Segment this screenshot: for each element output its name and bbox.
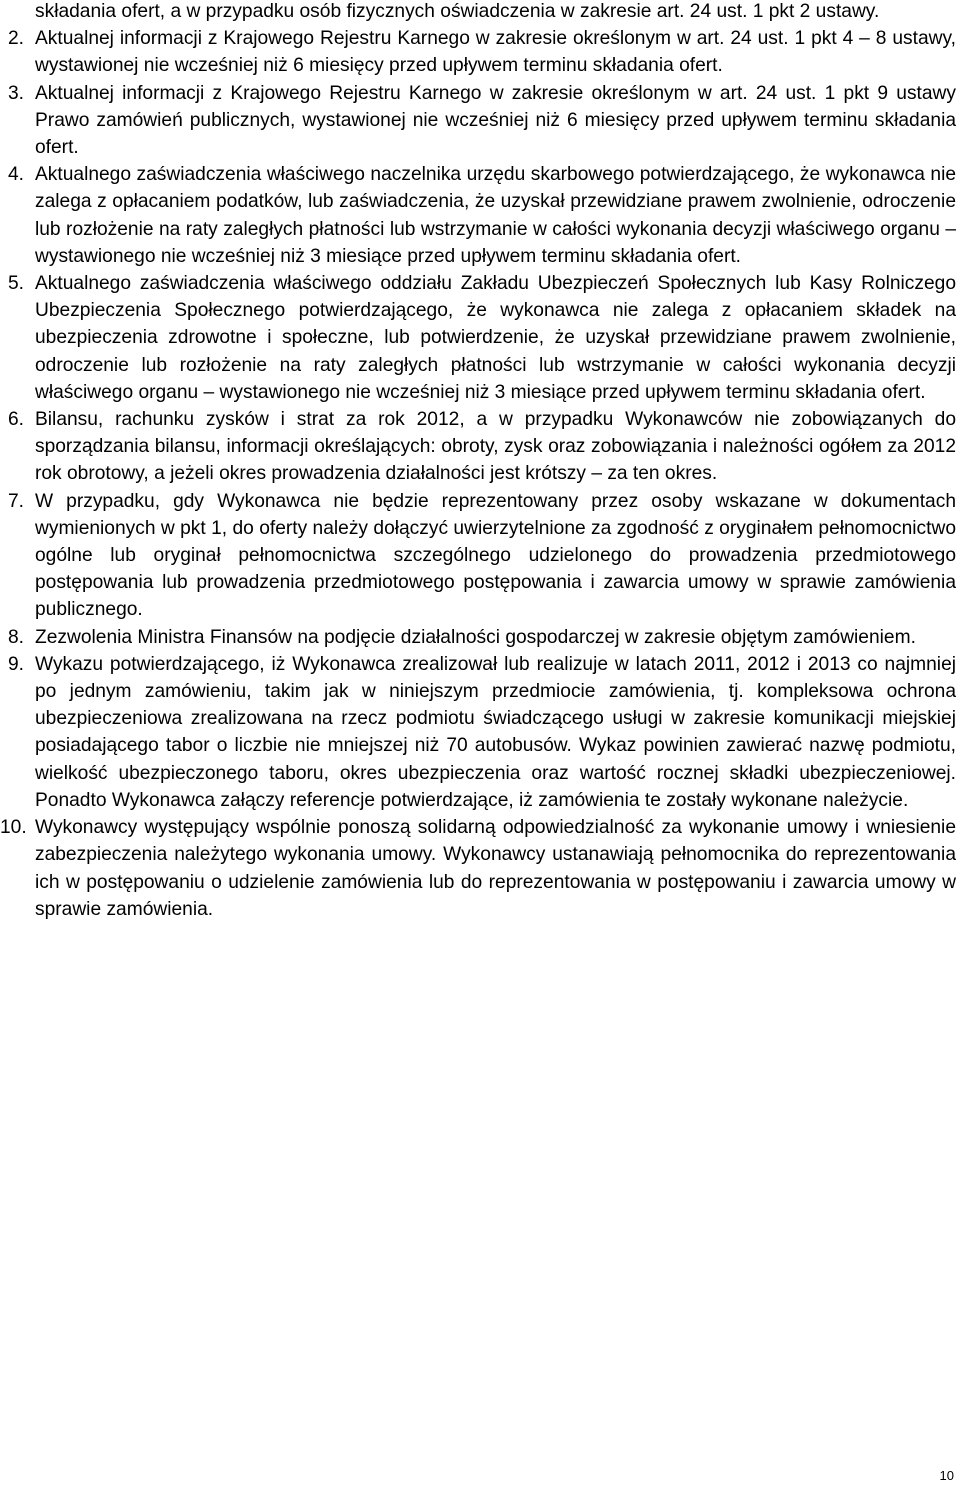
list-item-number: 9.: [8, 653, 25, 675]
list-item-number: 5.: [8, 273, 25, 295]
list-item: [8, 80, 956, 162]
list-item-text: Bilansu, rachunku zysków i strat za rok 2012, a w przypadku Wykonawców nie zobowiązanych do sporządzania bilansu, informacji określających: obroty, zysk oraz zobowiązania i należności ogółem za 2012 rok obrotowy, a jeżeli okres prowadzenia działalności jest krótszy – za ten okres.: [35, 409, 956, 485]
list-item-number: 7.: [8, 490, 25, 512]
list-item: [8, 488, 956, 624]
list-item-text: Wykonawcy występujący wspólnie ponoszą solidarną odpowiedzialność za wykonanie umowy i wniesienie zabezpieczenia należytego wykonania umowy. Wykonawcy ustanawiają pełnomocnika do reprezentowania ich w postępowaniu o udzielenie zamówienia lub do reprezentowania w postępowaniu i zawarcia umowy w sprawie zamówienia.: [35, 817, 956, 920]
list-item: [8, 624, 956, 651]
list-item-number: 2.: [8, 28, 25, 50]
page-number: 10: [939, 1468, 954, 1483]
list-item-number: 6.: [8, 409, 25, 431]
list-item-text: W przypadku, gdy Wykonawca nie będzie reprezentowany przez osoby wskazane w dokumentach wymienionych w pkt 1, do oferty należy dołączyć uwierzytelnione za zgodność z oryginałem pełnomocnictwo ogólne lub oryginał pełnomocnictwa szczególnego udzielonego do prowadzenia przedmiotowego postępowania lub prowadzenia przedmiotowego postępowania i zawarcia umowy w sprawie zamówienia publicznego.: [35, 490, 956, 621]
list-item: [0, 814, 956, 923]
list-item-number: 3.: [8, 82, 25, 104]
list-item: [8, 270, 956, 406]
list-item-text: Zezwolenia Ministra Finansów na podjęcie działalności gospodarczej w zakresie objętym zamówieniem.: [35, 626, 916, 648]
list-item-text: Aktualnego zaświadczenia właściwego oddziału Zakładu Ubezpieczeń Społecznych lub Kasy Rolniczego Ubezpieczenia Społecznego potwierdzającego, że wykonawca nie zalega z opłacaniem składek na ubezpieczenia zdrowotne i społeczne, lub potwierdzenie, że uzyskał przewidziane prawem zwolnienie, odroczenie lub rozłożenie na raty zaległych płatności lub wstrzymanie w całości wykonania decyzji właściwego organu – wystawionego nie wcześniej niż 3 miesiące przed upływem terminu składania ofert.: [35, 273, 956, 403]
list-item: [8, 161, 956, 270]
list-item: [8, 406, 956, 488]
list-item-text: Aktualnego zaświadczenia właściwego naczelnika urzędu skarbowego potwierdzającego, że wykonawca nie zalega z opłacaniem podatków, lub zaświadczenia, że uzyskał przewidziane prawem zwolnienie, odroczenie lub rozłożenie na raty zaległych płatności lub wstrzymanie w całości wykonania decyzji właściwego organu – wystawionego nie wcześniej niż 3 miesiące przed upływem terminu składania ofert.: [35, 164, 956, 267]
list-item-number: 4.: [8, 164, 25, 186]
list-item-text: Wykazu potwierdzającego, iż Wykonawca zrealizował lub realizuje w latach 2011, 2012 i 2013 co najmniej po jednym zamówieniu, takim jak w niniejszym przedmiocie zamówienia, tj. kompleksowa ochrona ubezpieczeniowa zrealizowana na rzecz podmiotu świadczącego usługi w zakresie komunikacji miejskiej posiadającego tabor o liczbie nie mniejszej niż 70 autobusów. Wykaz powinien zawierać nazwę podmiotu, wielkość ubezpieczonego taboru, okres ubezpieczenia oraz wartość rocznej składki ubezpieczeniowej. Ponadto Wykonawca załączy referencje potwierdzające, iż zamówienia te zostały wykonane należycie.: [35, 653, 956, 811]
list-item-text: Aktualnej informacji z Krajowego Rejestru Karnego w zakresie określonym w art. 24 ust. 1 pkt 9 ustawy Prawo zamówień publicznych, wystawionej nie wcześniej niż 6 miesięcy przed upływem terminu składania ofert.: [35, 82, 956, 159]
list-item-text: Aktualnej informacji z Krajowego Rejestru Karnego w zakresie określonym w art. 24 ust. 1 pkt 4 – 8 ustawy, wystawionej nie wcześniej niż 6 miesięcy przed upływem terminu składania ofert.: [35, 28, 956, 77]
list-item-number: 8.: [8, 626, 25, 648]
list-item: [8, 651, 956, 814]
list-item: [8, 25, 956, 79]
requirements-list: [0, 25, 956, 923]
intro-continuation-paragraph: składania ofert, a w przypadku osób fizycznych oświadczenia w zakresie art. 24 ust. 1 pkt 2 ustawy.: [35, 1, 880, 22]
list-item-number: 10.: [0, 817, 27, 839]
